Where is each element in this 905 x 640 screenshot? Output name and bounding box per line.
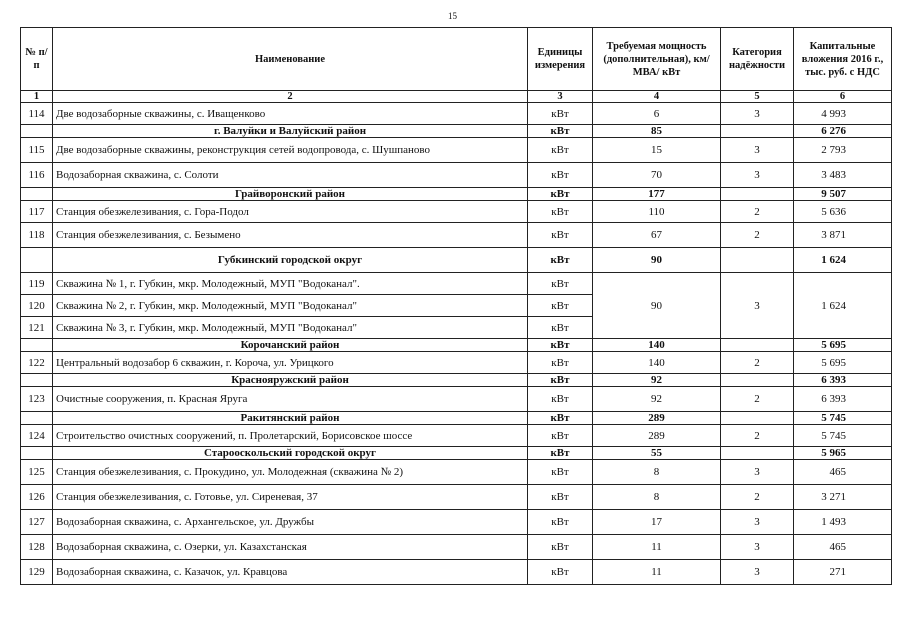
header-units: Единицы измерения	[528, 28, 593, 91]
district-name: Ракитянский район	[53, 412, 528, 425]
item-name: Строительство очистных сооружений, п. Пролетарский, Борисовское шоссе	[53, 425, 528, 447]
unit: кВт	[528, 535, 593, 560]
power: 90	[593, 248, 721, 273]
row-number	[21, 374, 53, 387]
col-number: 2	[53, 91, 528, 103]
power: 67	[593, 223, 721, 248]
row-number: 118	[21, 223, 53, 248]
capital-cost: 4 993	[794, 103, 892, 125]
category: 3	[721, 103, 794, 125]
capital-cost: 5 745	[794, 412, 892, 425]
row-number: 129	[21, 560, 53, 585]
unit: кВт	[528, 412, 593, 425]
category	[721, 412, 794, 425]
item-name: Станция обезжелезивания, с. Безымено	[53, 223, 528, 248]
capital-cost: 1 624	[794, 248, 892, 273]
item-name: Водозаборная скважина, с. Архангельское, ул. Дружбы	[53, 510, 528, 535]
power: 70	[593, 163, 721, 188]
table-row	[21, 201, 892, 223]
row-number: 124	[21, 425, 53, 447]
item-name: Водозаборная скважина, с. Казачок, ул. Кравцова	[53, 560, 528, 585]
power: 90	[593, 273, 721, 339]
category: 2	[721, 425, 794, 447]
category: 3	[721, 273, 794, 339]
district-row	[21, 412, 892, 425]
table-header-row	[21, 28, 892, 91]
row-number: 123	[21, 387, 53, 412]
power: 289	[593, 425, 721, 447]
category	[721, 447, 794, 460]
district-row	[21, 125, 892, 138]
power: 11	[593, 560, 721, 585]
category: 2	[721, 485, 794, 510]
capital-cost: 9 507	[794, 188, 892, 201]
row-number: 117	[21, 201, 53, 223]
category: 3	[721, 460, 794, 485]
category: 3	[721, 138, 794, 163]
category: 2	[721, 352, 794, 374]
power: 8	[593, 485, 721, 510]
power: 11	[593, 535, 721, 560]
table-row	[21, 138, 892, 163]
row-number	[21, 412, 53, 425]
investment-table	[20, 27, 892, 585]
district-name: г. Валуйки и Валуйский район	[53, 125, 528, 138]
row-number: 114	[21, 103, 53, 125]
category: 3	[721, 535, 794, 560]
row-number	[21, 447, 53, 460]
unit: кВт	[528, 273, 593, 295]
power: 8	[593, 460, 721, 485]
row-number	[21, 125, 53, 138]
table-row	[21, 103, 892, 125]
unit: кВт	[528, 295, 593, 317]
capital-cost: 465	[794, 460, 892, 485]
table-row	[21, 460, 892, 485]
category	[721, 125, 794, 138]
unit: кВт	[528, 248, 593, 273]
item-name: Центральный водозабор 6 скважин, г. Короча, ул. Урицкого	[53, 352, 528, 374]
row-number: 127	[21, 510, 53, 535]
item-name: Скважина № 2, г. Губкин, мкр. Молодежный, МУП "Водоканал"	[53, 295, 528, 317]
unit: кВт	[528, 201, 593, 223]
power: 289	[593, 412, 721, 425]
capital-cost: 1 493	[794, 510, 892, 535]
row-number	[21, 188, 53, 201]
category	[721, 188, 794, 201]
unit: кВт	[528, 125, 593, 138]
unit: кВт	[528, 374, 593, 387]
capital-cost: 5 965	[794, 447, 892, 460]
power: 15	[593, 138, 721, 163]
item-name: Водозаборная скважина, с. Солоти	[53, 163, 528, 188]
row-number: 122	[21, 352, 53, 374]
unit: кВт	[528, 188, 593, 201]
category	[721, 248, 794, 273]
item-name: Две водозаборные скважины, реконструкция сетей водопровода, с. Шушпаново	[53, 138, 528, 163]
category: 3	[721, 560, 794, 585]
capital-cost: 5 636	[794, 201, 892, 223]
item-name: Скважина № 3, г. Губкин, мкр. Молодежный, МУП "Водоканал"	[53, 317, 528, 339]
power: 6	[593, 103, 721, 125]
page-number: 15	[448, 11, 457, 21]
capital-cost: 6 393	[794, 374, 892, 387]
unit: кВт	[528, 103, 593, 125]
header-capital: Капитальные вложения 2016 г., тыс. руб. с НДС	[794, 28, 892, 91]
capital-cost: 3 271	[794, 485, 892, 510]
row-number: 125	[21, 460, 53, 485]
category	[721, 339, 794, 352]
unit: кВт	[528, 138, 593, 163]
table-row	[21, 510, 892, 535]
row-number: 121	[21, 317, 53, 339]
capital-cost: 6 276	[794, 125, 892, 138]
district-name: Губкинский городской округ	[53, 248, 528, 273]
col-number: 3	[528, 91, 593, 103]
col-number: 5	[721, 91, 794, 103]
table-row	[21, 163, 892, 188]
table-row	[21, 352, 892, 374]
unit: кВт	[528, 163, 593, 188]
unit: кВт	[528, 339, 593, 352]
category: 2	[721, 223, 794, 248]
district-row	[21, 188, 892, 201]
unit: кВт	[528, 317, 593, 339]
table-row	[21, 273, 892, 295]
capital-cost: 5 695	[794, 339, 892, 352]
category: 3	[721, 510, 794, 535]
table-row	[21, 387, 892, 412]
unit: кВт	[528, 560, 593, 585]
category: 2	[721, 201, 794, 223]
district-name: Краснояружский район	[53, 374, 528, 387]
table-row	[21, 560, 892, 585]
unit: кВт	[528, 425, 593, 447]
district-name: Старооскольский городской округ	[53, 447, 528, 460]
capital-cost: 1 624	[794, 273, 892, 339]
unit: кВт	[528, 387, 593, 412]
col-number: 6	[794, 91, 892, 103]
header-category: Категория надёжности	[721, 28, 794, 91]
district-name: Грайворонский район	[53, 188, 528, 201]
capital-cost: 5 695	[794, 352, 892, 374]
power: 85	[593, 125, 721, 138]
item-name: Скважина № 1, г. Губкин, мкр. Молодежный, МУП "Водоканал".	[53, 273, 528, 295]
district-name: Корочанский район	[53, 339, 528, 352]
capital-cost: 3 871	[794, 223, 892, 248]
row-number: 119	[21, 273, 53, 295]
item-name: Две водозаборные скважины, с. Иващенково	[53, 103, 528, 125]
capital-cost: 2 793	[794, 138, 892, 163]
power: 17	[593, 510, 721, 535]
power: 92	[593, 387, 721, 412]
category: 2	[721, 387, 794, 412]
row-number	[21, 339, 53, 352]
district-row	[21, 447, 892, 460]
table-row	[21, 425, 892, 447]
item-name: Станция обезжелезивания, с. Готовье, ул. Сиреневая, 37	[53, 485, 528, 510]
capital-cost: 465	[794, 535, 892, 560]
item-name: Очистные сооружения, п. Красная Яруга	[53, 387, 528, 412]
unit: кВт	[528, 510, 593, 535]
district-row	[21, 339, 892, 352]
category	[721, 374, 794, 387]
power: 110	[593, 201, 721, 223]
capital-cost: 3 483	[794, 163, 892, 188]
district-row	[21, 248, 892, 273]
unit: кВт	[528, 352, 593, 374]
power: 140	[593, 339, 721, 352]
power: 55	[593, 447, 721, 460]
item-name: Станция обезжелезивания, с. Прокудино, ул. Молодежная (скважина № 2)	[53, 460, 528, 485]
power: 140	[593, 352, 721, 374]
power: 92	[593, 374, 721, 387]
row-number: 116	[21, 163, 53, 188]
unit: кВт	[528, 460, 593, 485]
column-number-row	[21, 91, 892, 103]
table-row	[21, 535, 892, 560]
power: 177	[593, 188, 721, 201]
capital-cost: 5 745	[794, 425, 892, 447]
category: 3	[721, 163, 794, 188]
row-number: 128	[21, 535, 53, 560]
district-row	[21, 374, 892, 387]
row-number: 120	[21, 295, 53, 317]
table-body	[21, 103, 892, 585]
item-name: Станция обезжелезивания, с. Гора-Подол	[53, 201, 528, 223]
row-number: 126	[21, 485, 53, 510]
unit: кВт	[528, 485, 593, 510]
unit: кВт	[528, 447, 593, 460]
row-number	[21, 248, 53, 273]
header-power: Требуемая мощность (дополнительная), км/ МВА/ кВт	[593, 28, 721, 91]
header-name: Наименование	[53, 28, 528, 91]
capital-cost: 271	[794, 560, 892, 585]
table-row	[21, 223, 892, 248]
header-num: № п/п	[21, 28, 53, 91]
col-number: 1	[21, 91, 53, 103]
table-row	[21, 485, 892, 510]
unit: кВт	[528, 223, 593, 248]
item-name: Водозаборная скважина, с. Озерки, ул. Казахстанская	[53, 535, 528, 560]
col-number: 4	[593, 91, 721, 103]
row-number: 115	[21, 138, 53, 163]
capital-cost: 6 393	[794, 387, 892, 412]
